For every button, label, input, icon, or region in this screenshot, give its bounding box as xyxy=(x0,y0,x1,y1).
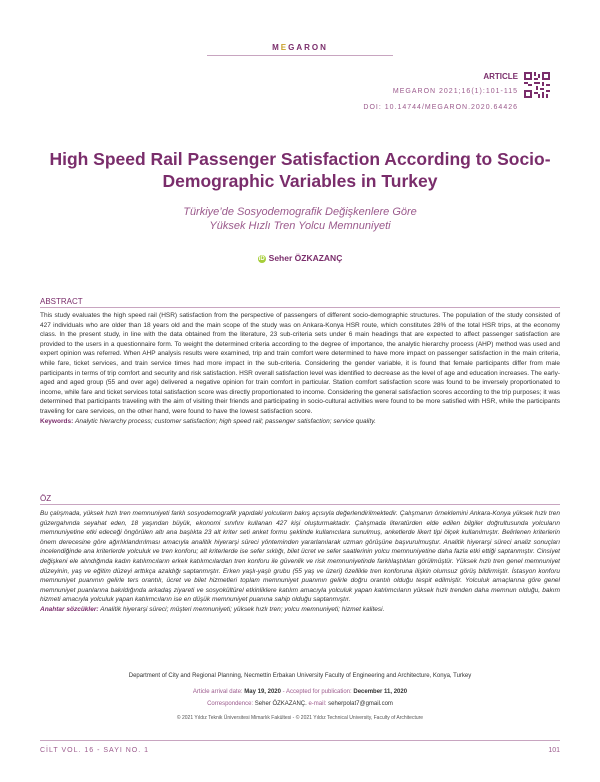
affiliation: Department of City and Regional Planning, Necmettin Erbakan University Faculty of Engineering and Architecture, Konya, Turkey xyxy=(128,673,472,679)
email-link[interactable]: seherpolat7@gmail.com xyxy=(328,701,393,707)
oz-body: Bu çalışmada, yüksek hızlı tren memnuniyeti farklı sosyodemografik yapıdaki yolcuların bakış açısıyla değerlendirilmektedir. Çalışmanın örneklemini Ankara-Konya yüksek hızlı tren güzergahında seyahat eden, 18 yaşından büyük, ekonomi sınıfını kullanan 427 kişi oluşturmaktadır. Çalışmada literatürden elde edilen bilgiler doğrultusunda yolcuların memnuniyetine etki edeceği öngörülen altı ana başlıkta 23 alt kriter seti anket formu şeklinde kullanıcılara sunulmuş, anketlerde likert tipi ölçek kullanılmıştır. Belirlenen kriterlerin önem derecesine göre ağırlıklandırılması amacıyla analitik hiyerarşi süreci yönteminden yararlanılarak uzman görüşüne başvurulmuştur. Analitik hiyerarşi süreci analiz sonuçları incelendiğinde ana kriterlerde yolculuk ve tren konforu; alt kriterlerde ise sefer sıklığı, bilet ücret ve sefer saatlerinin yolcu memnuniyetine daha fazla etki ettiği saptanmıştır. Cinsiyet değişkeni ele alındığında kadın katılımcıların erkek katılımcılardan tren konforu ile güvenlik ve risk memnuniyetinde farklılaştıkları görülmüştür. Yüksek hızlı tren genel memnuniyet düzeyinin, yaş ve eğitim düzeyi arttıkça azaldığı saptanmıştır. Erken yaşlı-yaşlı grubu (55 yaş ve üzeri) özellikle tren konforuna ilişkin olumsuz görüş bildirmiştir. İstasyon konforu memnuniyet puanının gelirle ters orantılı, ücret ve bilet hizmetleri toplam memnuniyet puanının gelirle doğru orantılı olduğu tespit edilmiştir. Yolculuk amaçlarına göre genel memnuniyet puanlarına bakıldığında arkadaş ziyareti ve sosyokültürel etkinliklere katılım amacıyla yolculuk yapan katılımcıların yüksek hızlı trenden daha memnun olduğu, bakım hizmeti amacıyla yolculuk yapan katılımcıların ise en düşük memnuniyet puanına sahip olduğu saptanmıştır. Anahtar sözcükler: Analitik hiyerarşi süreci; müşteri memnuniyeti; yüksek hızlı tren; yolcu memnuniyeti; hizmet kalitesi. xyxy=(40,510,560,613)
correspondence: Correspondence: Seher ÖZKAZANÇ. e-mail: seherpolat7@gmail.com xyxy=(207,701,393,707)
copyright: © 2021 Yıldız Teknik Üniversitesi Mimarlık Fakültesi - © 2021 Yıldız Technical University, Faculty of Architecture xyxy=(176,715,424,721)
article-tag: ARTICLE xyxy=(483,72,518,81)
abstract-rule xyxy=(40,307,560,308)
author xyxy=(0,253,600,263)
footer-rule xyxy=(40,740,560,741)
header-rule xyxy=(207,55,393,56)
doi-link[interactable]: DOI: 10.14744/MEGARON.2020.64426 xyxy=(363,104,518,111)
citation: MEGARON 2021;16(1):101-115 xyxy=(392,88,518,95)
oz-heading: ÖZ xyxy=(40,494,52,503)
abstract-body: This study evaluates the high speed rail (HSR) satisfaction from the perspective of passengers of different socio-demographic structures. The population of the study consisted of 427 individuals who are older than 18 years old and the main scope of the study was on Ankara-Konya HSR route, which constitutes 28% of the total HSR trips, at the economy class. In the present study, in line with the data obtained from the literature, 23 sub-criteria sets under 6 main headings that are expected to affect passenger satisfaction are provided to the users in a questionnaire form. To weight the determined criteria according to the degree of importance, the analytic hierarchy process (AHP) method was used and expert opinion was referred. When AHP analysis results were examined, trip and train comfort were determined to have more impact on passenger satisfaction in the main criteria, while fare, ticket services, and train service times had more impact in the sub-criteria. Considering the gender variable, it is found that female participants differ from male participants in terms of trip comfort and security and risk satisfaction. HSR overall satisfaction level was identified to decrease as the level of age and education increases. The early-aged and aged group (55 and over age) delivered a negative opinion for train comfort in particular. Station comfort satisfaction score was found to be inversely proportionated to income, while fare and ticket services total satisfaction score was directly proportionated to income. Considering the general satisfaction scores according to the trip purposes; it was determined that participants traveling with the aim of visiting their friends and participating in socio-cultural activities were found to be more satisfied with HSR, while the participants traveling for care services, on the other hand, were found to have the lowest satisfaction score. Keywords: Analytic hierarchy process; customer satisfaction; high speed rail; passenger satisfaction; service quality. xyxy=(40,312,560,425)
orcid-icon[interactable]: iD xyxy=(258,255,265,262)
page-number: 101 xyxy=(548,747,560,754)
abstract-heading: ABSTRACT xyxy=(40,297,83,306)
article-title-turkish: Türkiye’de Sosyodemografik Değişkenlere Göre Yüksek Hızlı Tren Yolcu Memnuniyeti xyxy=(183,206,417,232)
oz-rule xyxy=(40,504,560,505)
article-title: High Speed Rail Passenger Satisfaction According to Socio-Demographic Variables in Turkey xyxy=(49,149,551,191)
footer-volume: CİLT VOL. 16 - SAYI NO. 1 xyxy=(40,747,150,754)
article-dates: Article arrival date: May 19, 2020 - Accepted for publication: December 11, 2020 xyxy=(192,689,408,695)
author-name: Seher ÖZKAZANÇ xyxy=(268,253,343,263)
journal-name: MEGARON xyxy=(272,43,328,52)
qr-code-icon[interactable] xyxy=(524,72,550,98)
